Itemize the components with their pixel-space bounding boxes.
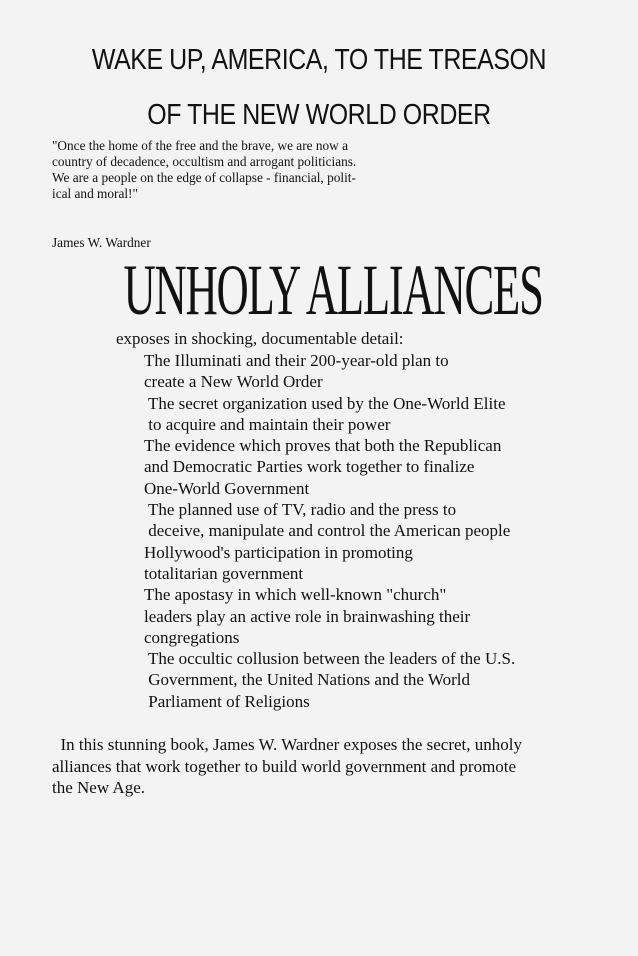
list-item: totalitarian government <box>144 563 304 583</box>
closing-line: alliances that work together to build world government and promote <box>52 756 517 776</box>
list-item: The evidence which proves that both the Republican <box>144 436 502 456</box>
bullet-list <box>144 350 515 712</box>
list-item: create a New World Order <box>144 372 323 392</box>
quote-line: country of decadence, occultism and arrogant politicians. <box>52 154 357 169</box>
list-item: Government, the United Nations and the World <box>144 670 470 690</box>
list-item: leaders play an active role in brainwashing their <box>144 606 471 626</box>
book-title: UNHOLY ALLIANCES <box>123 250 543 330</box>
list-item: The planned use of TV, radio and the press to <box>144 500 457 520</box>
list-item: The Illuminati and their 200-year-old plan to <box>144 351 449 370</box>
list-item: The secret organization used by the One-World Elite <box>144 393 506 413</box>
quote-line: ical and moral!" <box>52 186 138 201</box>
headline-line-1: WAKE UP, AMERICA, TO THE TREASON <box>91 44 547 76</box>
closing-line: In this stunning book, James W. Wardner exposes the secret, unholy <box>52 735 522 754</box>
list-item: Parliament of Religions <box>144 691 310 711</box>
list-item: The occultic collusion between the leaders of the U.S. <box>144 649 516 669</box>
list-item: congregations <box>144 627 240 647</box>
list-item: One-World Government <box>144 478 310 498</box>
list-item: to acquire and maintain their power <box>144 414 391 434</box>
list-item: deceive, manipulate and control the American people <box>144 521 511 541</box>
headline-line-2: OF THE NEW WORLD ORDER <box>147 99 491 131</box>
list-item: The apostasy in which well-known "church" <box>144 585 447 605</box>
closing-paragraph <box>52 734 572 799</box>
closing-line: the New Age. <box>52 778 146 797</box>
quote-line: "Once the home of the free and the brave, we are now a <box>52 138 348 153</box>
quote-line: We are a people on the edge of collapse - financial, polit- <box>52 170 356 185</box>
book-intro: exposes in shocking, documentable detail: <box>116 329 404 348</box>
quote-block <box>52 138 442 202</box>
quote-author: James W. Wardner <box>52 235 151 250</box>
list-item: Hollywood's participation in promoting <box>144 542 413 562</box>
list-item: and Democratic Parties work together to finalize <box>144 457 475 477</box>
